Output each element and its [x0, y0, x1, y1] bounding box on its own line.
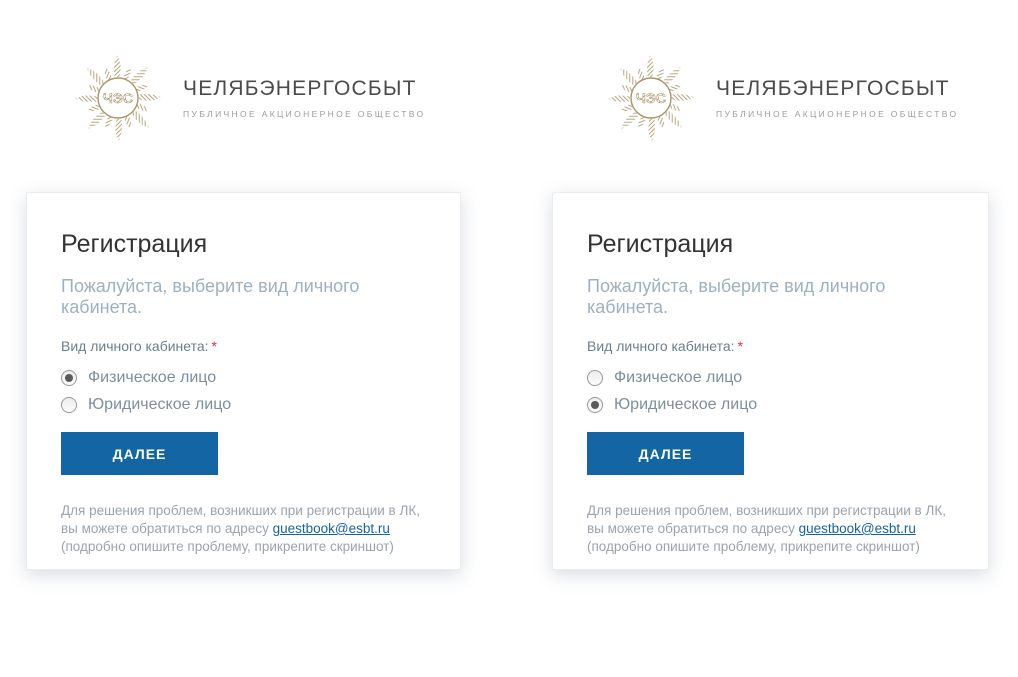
sun-emblem-icon	[606, 53, 696, 143]
help-line-2	[587, 520, 954, 538]
brand-text	[183, 53, 425, 119]
brand-logo	[606, 53, 958, 143]
required-asterisk: *	[211, 338, 217, 354]
help-text	[61, 502, 426, 556]
field-label	[61, 338, 426, 354]
help-line-2-prefix: вы можете обратиться по адресу	[587, 521, 799, 536]
field-label-text: Вид личного кабинета:	[587, 338, 735, 354]
radio-legal-input[interactable]	[587, 397, 603, 413]
help-line-2	[61, 520, 426, 538]
brand-name: ЧЕЛЯБЭНЕРГОСБЫТ	[183, 77, 417, 100]
brand-logo	[73, 53, 425, 143]
help-line-2-prefix: вы можете обратиться по адресу	[61, 521, 273, 536]
radio-individual-label[interactable]: Физическое лицо	[88, 368, 217, 386]
support-email-link[interactable]: guestbook@esbt.ru	[272, 521, 390, 536]
next-button[interactable]: ДАЛЕЕ	[61, 432, 218, 475]
radio-legal-label[interactable]: Юридическое лицо	[614, 395, 758, 413]
help-text	[587, 502, 954, 556]
logo-abbr: ЧЭС	[103, 90, 133, 106]
radio-legal-label[interactable]: Юридическое лицо	[88, 395, 232, 413]
radio-legal-input[interactable]	[61, 397, 77, 413]
registration-card	[26, 192, 461, 570]
logo-abbr: ЧЭС	[636, 90, 666, 106]
sun-emblem-icon	[73, 53, 163, 143]
panel-right	[509, 0, 1018, 677]
radio-option-legal[interactable]	[61, 396, 426, 413]
help-line-3: (подробно опишите проблему, прикрепите скриншот)	[61, 539, 394, 554]
card-subtitle: Пожалуйста, выберите вид личного кабинета.	[587, 276, 886, 317]
radio-individual-input[interactable]	[61, 370, 77, 386]
support-email-link[interactable]: guestbook@esbt.ru	[798, 521, 916, 536]
radio-option-individual[interactable]	[61, 369, 426, 386]
help-line-1: Для решения проблем, возникших при регистрации в ЛК,	[61, 503, 420, 518]
radio-individual-input[interactable]	[587, 370, 603, 386]
page-title: Регистрация	[61, 230, 208, 258]
required-asterisk: *	[737, 338, 743, 354]
registration-card	[552, 192, 989, 570]
help-line-3: (подробно опишите проблему, прикрепите скриншот)	[587, 539, 920, 554]
brand-name: ЧЕЛЯБЭНЕРГОСБЫТ	[716, 77, 950, 100]
field-label	[587, 338, 954, 354]
page-title: Регистрация	[587, 230, 734, 258]
brand-subtitle: ПУБЛИЧНОЕ АКЦИОНЕРНОЕ ОБЩЕСТВО	[183, 109, 426, 119]
brand-subtitle: ПУБЛИЧНОЕ АКЦИОНЕРНОЕ ОБЩЕСТВО	[716, 109, 959, 119]
brand-text	[716, 53, 958, 119]
next-button[interactable]: ДАЛЕЕ	[587, 432, 744, 475]
help-line-1: Для решения проблем, возникших при регистрации в ЛК,	[587, 503, 946, 518]
radio-option-legal[interactable]	[587, 396, 954, 413]
field-label-text: Вид личного кабинета:	[61, 338, 209, 354]
radio-individual-label[interactable]: Физическое лицо	[614, 368, 743, 386]
radio-option-individual[interactable]	[587, 369, 954, 386]
card-subtitle: Пожалуйста, выберите вид личного кабинета.	[61, 276, 360, 317]
